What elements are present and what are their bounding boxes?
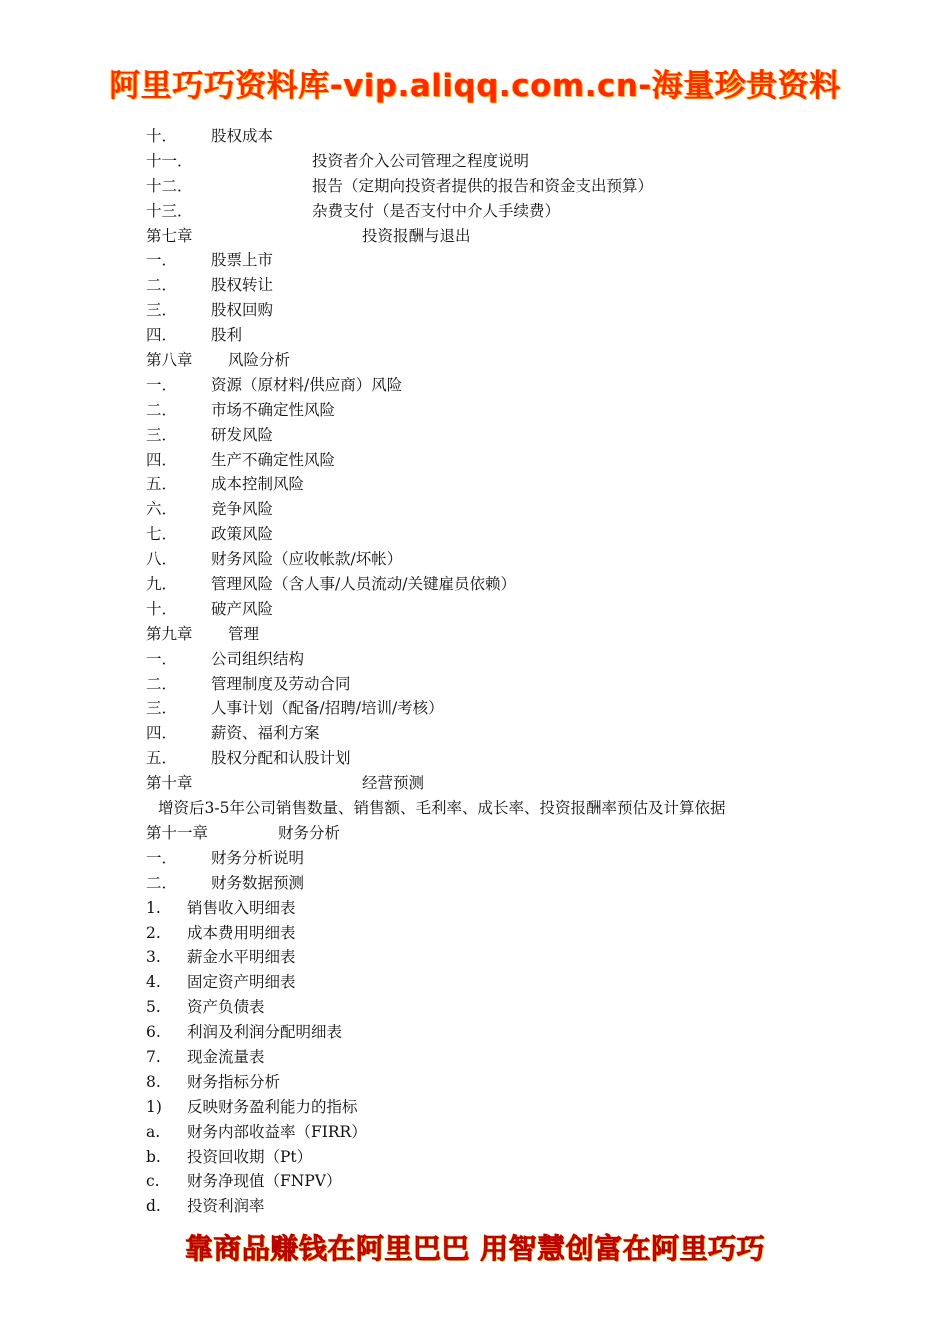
toc-text: 固定资产明细表 [187,973,296,992]
toc-number: 十． [146,127,178,145]
toc-text: 股权成本 [211,127,274,145]
toc-text: 股权回购 [211,301,274,320]
toc-number: c. [146,1172,160,1191]
toc-text: 投资者介入公司管理之程度说明 [312,151,530,170]
toc-text: 报告（定期向投资者提供的报告和资金支出预算） [312,176,654,195]
toc-text: 薪资、福利方案 [211,724,320,743]
toc-number: 二． [146,400,178,419]
chapter-title: 管理 [228,624,260,643]
toc-text: 现金流量表 [187,1047,265,1066]
toc-number: 十二． [146,176,193,195]
toc-number: 四． [146,724,178,743]
toc-number: d. [146,1197,161,1216]
header-banner: 阿里巧巧资料库-vip.aliqq.com.cn-海量珍贵资料 [109,68,841,104]
chapter-title: 投资报酬与退出 [362,226,471,245]
toc-text: 杂费支付（是否支付中介人手续费） [312,201,561,220]
toc-text: 销售收入明细表 [187,898,296,917]
toc-number: 8. [146,1072,161,1091]
toc-text: 成本费用明细表 [187,923,296,942]
toc-text: 市场不确定性风险 [211,400,336,419]
toc-text: 增资后3-5年公司销售数量、销售额、毛利率、成长率、投资报酬率预估及计算依据 [158,799,726,818]
toc-text: 股权转让 [211,276,274,295]
toc-text: 生产不确定性风险 [211,450,336,469]
toc-number: 十一． [146,151,193,170]
chapter-number: 第十章 [146,774,193,793]
chapter-number: 第八章 [146,351,193,370]
toc-number: 6. [146,1023,161,1042]
toc-number: 一． [146,848,178,867]
toc-text: 政策风险 [211,525,274,544]
toc-text: 资产负债表 [187,998,265,1017]
toc-number: 1) [146,1097,162,1116]
toc-number: 三． [146,425,178,444]
toc-number: 5. [146,998,161,1017]
toc-number: 七． [146,525,178,544]
toc-number: 三． [146,699,178,718]
toc-number: 六． [146,500,178,519]
toc-number: 八． [146,550,178,569]
toc-text: 投资回收期（Pt） [187,1147,313,1166]
toc-number: 五． [146,749,178,768]
toc-number: 五． [146,475,178,494]
toc-text: 公司组织结构 [211,649,305,668]
footer-banner: 靠商品赚钱在阿里巴巴 用智慧创富在阿里巧巧 [184,1232,766,1265]
toc-text: 财务风险（应收帐款/坏帐） [211,550,403,569]
chapter-title: 经营预测 [362,774,425,793]
toc-text: 股利 [211,326,243,345]
toc-text: 财务指标分析 [187,1072,281,1091]
toc-text: 利润及利润分配明细表 [187,1023,343,1042]
toc-text: 破产风险 [211,599,274,618]
toc-text: 股权分配和认股计划 [211,749,351,768]
toc-text: 财务分析说明 [211,848,305,867]
chapter-number: 第九章 [146,624,193,643]
toc-text: 管理风险（含人事/人员流动/关键雇员依赖） [211,575,516,594]
toc-number: 十三． [146,201,193,220]
toc-text: 管理制度及劳动合同 [211,674,351,693]
toc-text: 投资利润率 [187,1197,265,1216]
toc-number: 十． [146,599,178,618]
toc-number: 二． [146,276,178,295]
toc-number: 3. [146,948,161,967]
toc-number: 二． [146,873,178,892]
toc-text: 成本控制风险 [211,475,305,494]
toc-number: 四． [146,326,178,345]
chapter-number: 第七章 [146,226,193,245]
toc-number: 二． [146,674,178,693]
toc-text: 反映财务盈利能力的指标 [187,1097,358,1116]
toc-number: 九． [146,575,178,594]
chapter-title: 财务分析 [278,823,341,842]
toc-number: 1. [146,898,161,917]
toc-number: 2. [146,923,161,942]
chapter-number: 第十一章 [146,823,209,842]
toc-text: 财务净现值（FNPV） [187,1172,342,1191]
toc-text: 资源（原材料/供应商）风险 [211,375,403,394]
toc-number: 一． [146,649,178,668]
toc-text: 薪金水平明细表 [187,948,296,967]
toc-number: 一． [146,375,178,394]
toc-number: 4. [146,973,161,992]
toc-number: 四． [146,450,178,469]
toc-text: 股票上市 [211,251,274,270]
toc-number: 一． [146,251,178,270]
toc-number: a. [146,1122,161,1141]
toc-text: 财务内部收益率（FIRR） [187,1122,367,1141]
toc-number: b. [146,1147,161,1166]
toc-number: 三． [146,301,178,320]
toc-text: 人事计划（配备/招聘/培训/考核） [211,699,444,718]
toc-text: 财务数据预测 [211,873,305,892]
toc-text: 研发风险 [211,425,274,444]
chapter-title: 风险分析 [228,351,291,370]
toc-text: 竞争风险 [211,500,274,519]
toc-number: 7. [146,1047,161,1066]
